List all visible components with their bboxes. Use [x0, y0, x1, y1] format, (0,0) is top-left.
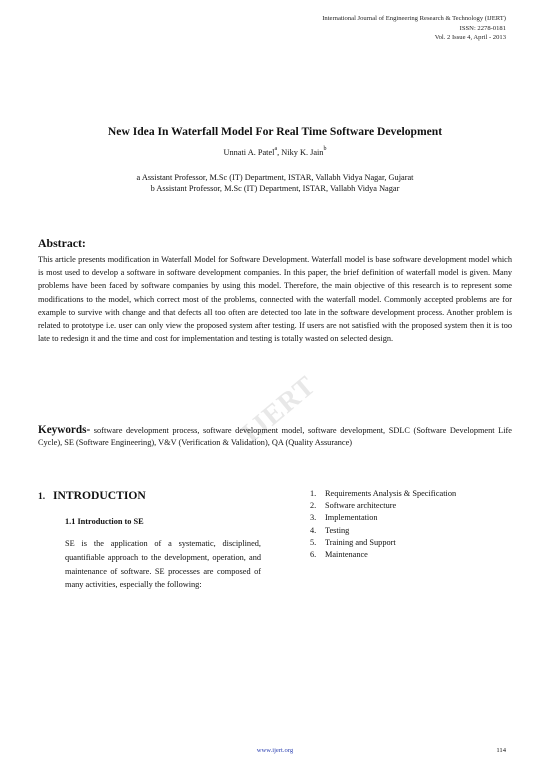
list-item [310, 525, 456, 537]
paper-affiliations [0, 172, 550, 195]
list-item-number: 6. [310, 550, 317, 560]
list-item [310, 537, 456, 549]
list-item-number: 3. [310, 513, 317, 523]
list-item [310, 512, 456, 524]
affiliation: b Assistant Professor, M.Sc (IT) Department, ISTAR, Vallabh Vidya Nagar [150, 184, 400, 194]
author-affil-marker: b [323, 146, 327, 152]
list-item-number: 5. [310, 537, 317, 547]
list-item-label: Implementation [325, 513, 378, 523]
author-separator: , [277, 148, 282, 157]
section-number: 1. [38, 492, 46, 502]
author-name: Unnati A. Patel [223, 148, 275, 157]
abstract-heading: Abstract: [38, 236, 86, 250]
journal-name: International Journal of Engineering Research & Technology (IJERT) [322, 15, 506, 22]
journal-header [322, 14, 506, 43]
journal-issn: ISSN: 2278-0181 [459, 24, 506, 32]
list-item-label: Requirements Analysis & Specification [325, 489, 457, 498]
list-item-number: 1. [310, 489, 317, 498]
list-item-number: 2. [310, 501, 317, 511]
list-item [310, 549, 456, 561]
abstract-text: This article presents modification in Waterfall Model for Software Development. Waterfall model is base software development model which is most used to develop a software in software development companies. In this paper, the brief definition of waterfall model is given. Many problems have been faced by software companies by using this model. Therefore, the main objective of this research is to represent some modifications to the model, which correct most of the problems, connected with the waterfall model. Commonly accepted problems are for example to survive with change and that defects all too often are detected too late in the software development process. Another problem is related to prototype i.e. user can only view the proposed system after testing. If users are not satisfied with the proposed system then it is too late to redesign it and the time and cost for implementation and testing is totally wasted on selected design. [38, 255, 512, 344]
list-item [310, 488, 456, 500]
paper-title: New Idea In Waterfall Model For Real Time Software Development [107, 125, 443, 138]
se-activities-list [310, 488, 456, 561]
list-item-number: 4. [310, 525, 317, 535]
affiliation: a Assistant Professor, M.Sc (IT) Department, ISTAR, Vallabh Vidya Nagar, Gujarat [136, 173, 414, 182]
keywords-label: Keywords- [38, 424, 91, 436]
list-item [310, 500, 456, 512]
paper-authors [0, 148, 550, 157]
journal-volume: Vol. 2 Issue 4, April - 2013 [434, 34, 506, 41]
author-affil-marker: a [274, 146, 278, 152]
keywords [38, 424, 512, 449]
author-name: Niky K. Jain [281, 148, 324, 157]
subsection-heading: 1.1 Introduction to SE [65, 517, 144, 526]
page-number: 114 [496, 747, 506, 754]
list-item-label: Software architecture [325, 501, 397, 511]
list-item-label: Testing [325, 525, 350, 535]
ijert-watermark: IJERT [235, 369, 323, 450]
se-paragraph: SE is the application of a systematic, disciplined, quantifiable approach to the development, operation, and maintenance of software. SE processes are composed of many activities, especially the following: [65, 539, 261, 590]
section-heading-introduction [38, 489, 146, 502]
list-item-label: Training and Support [325, 537, 396, 547]
keywords-text: software development process, software development model, software development, SDLC (Software Development Life Cycle), SE (Software Engineering), V&V (Verification & Validation), QA (Quality Assurance) [38, 426, 512, 448]
footer-url-link[interactable]: www.ijert.org [256, 747, 294, 754]
list-item-label: Maintenance [325, 550, 368, 560]
section-title: INTRODUCTION [53, 489, 146, 502]
